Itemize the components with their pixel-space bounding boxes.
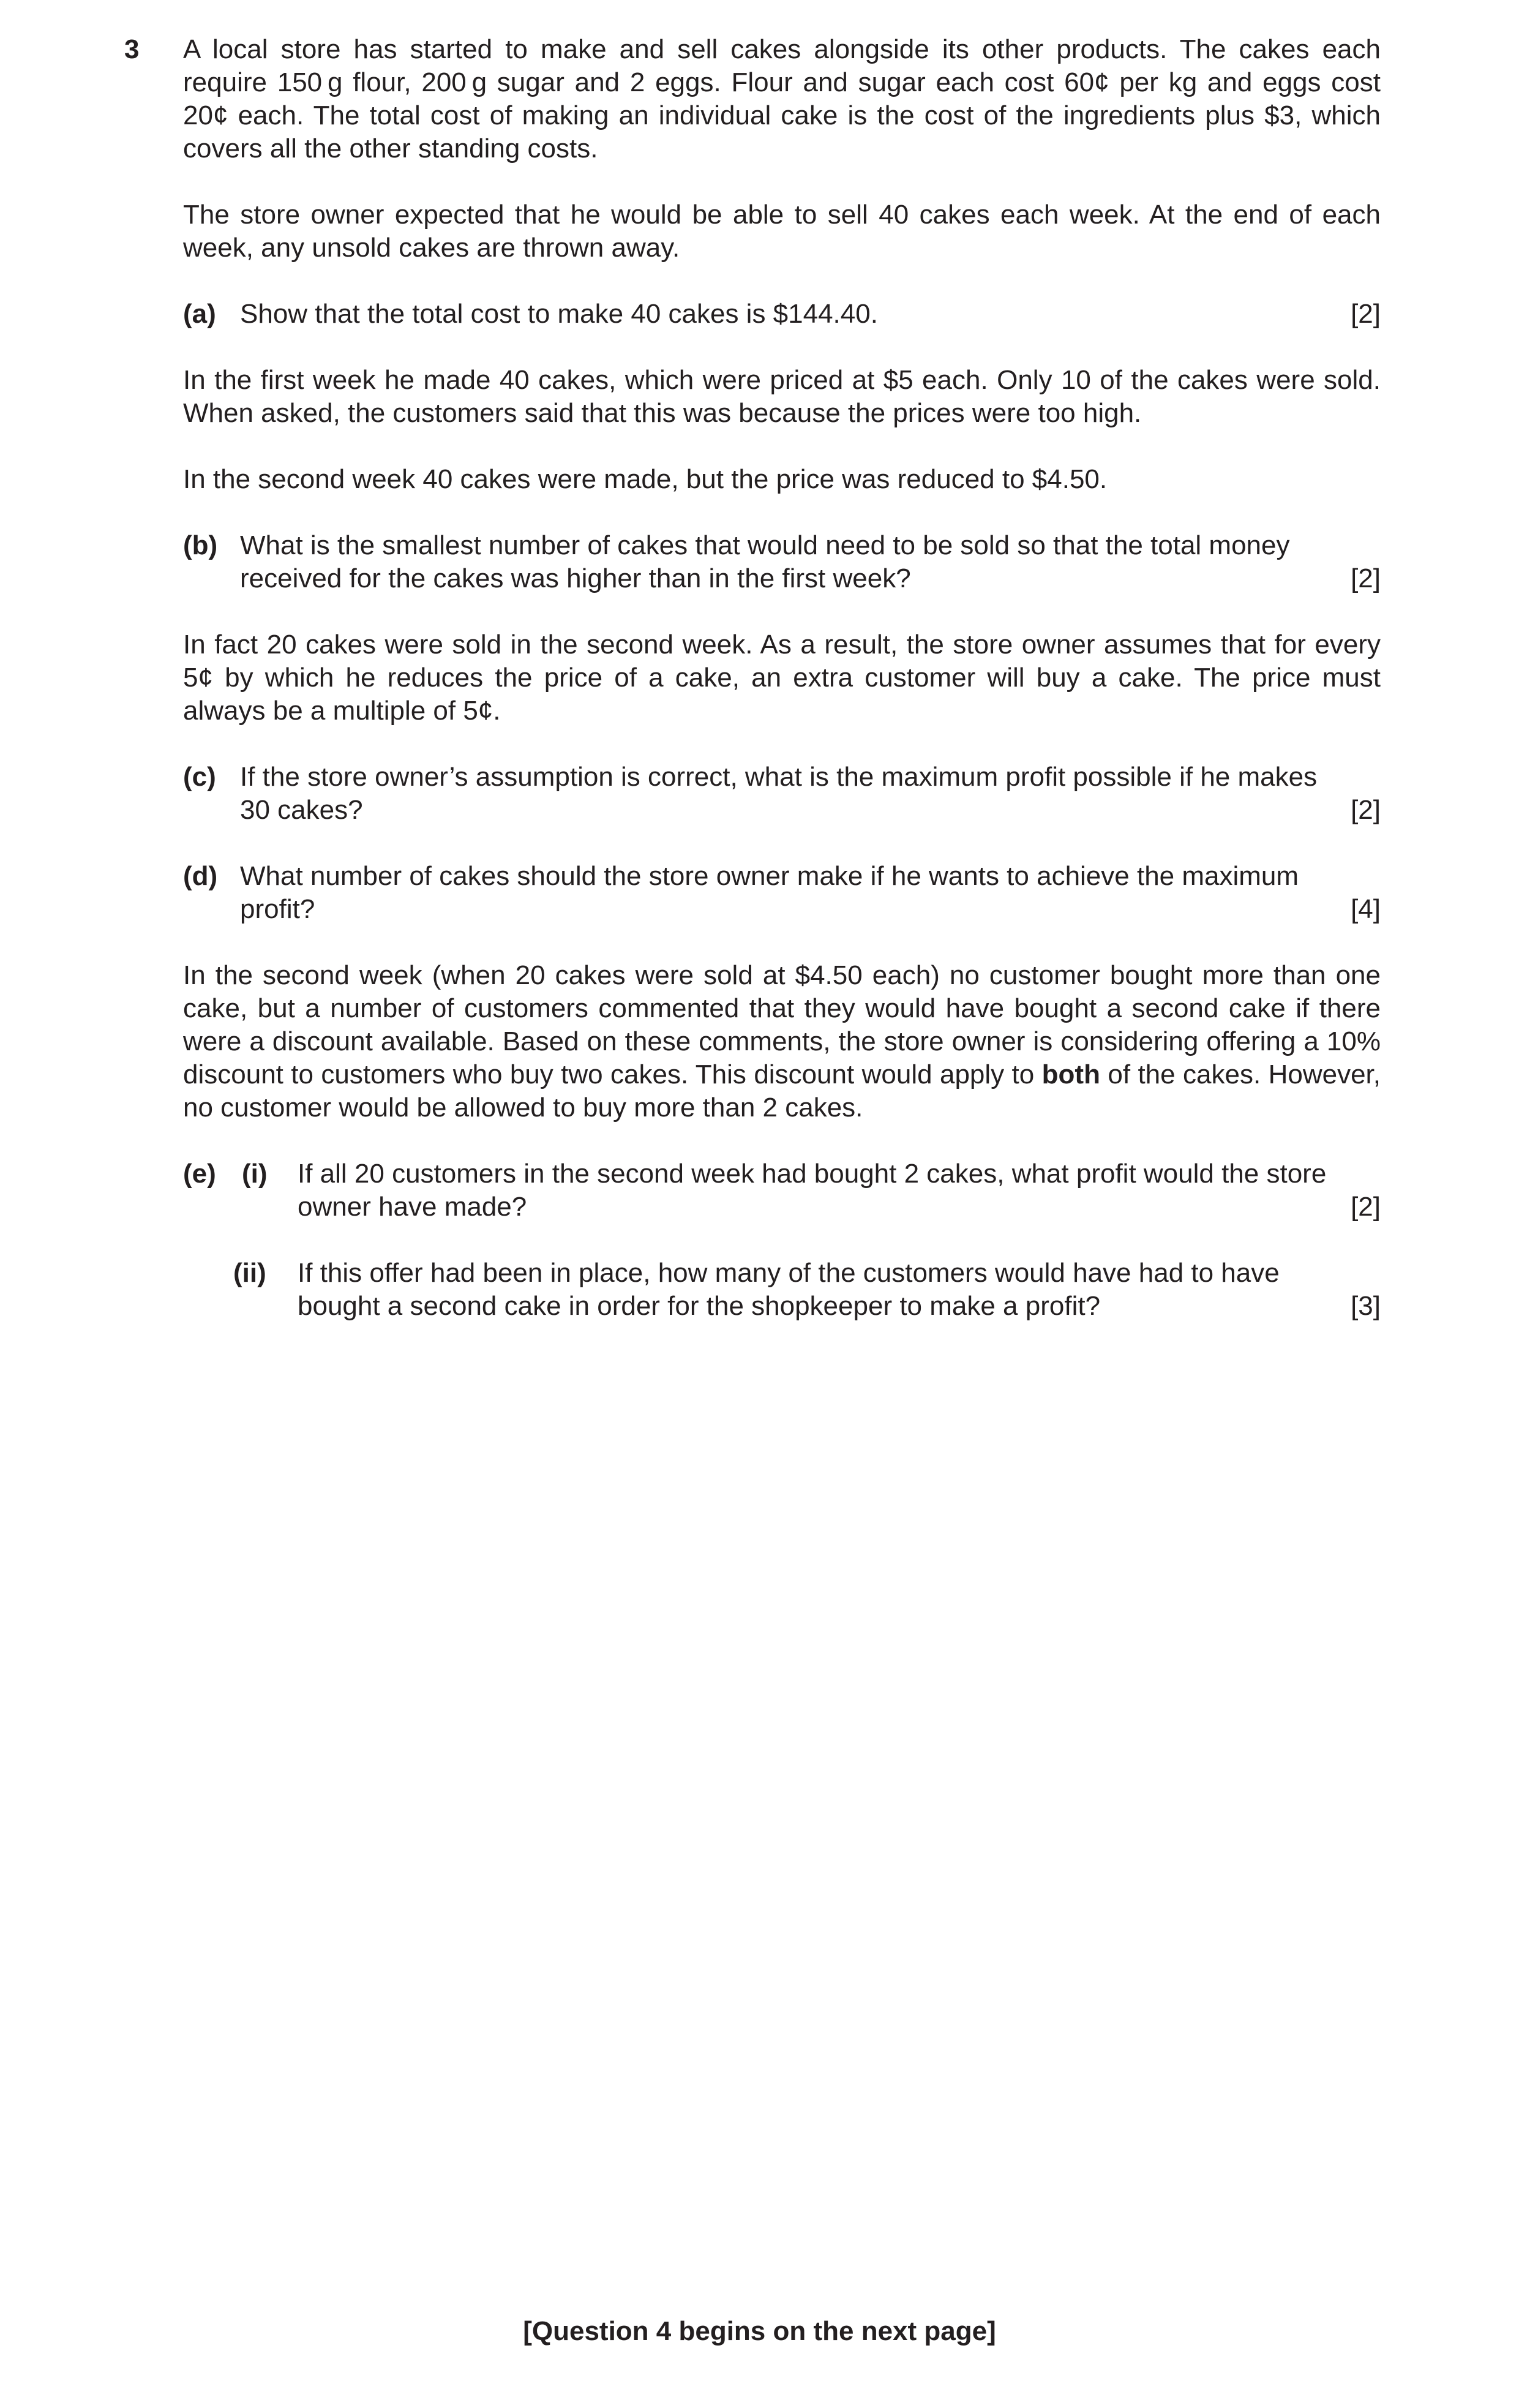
part-e-ii-line2: bought a second cake in order for the shopkeeper to make a profit? bbox=[298, 1291, 1101, 1321]
part-a-text: Show that the total cost to make 40 cakes is $144.40. bbox=[240, 299, 878, 329]
part-e-i-marks: [2] bbox=[1351, 1192, 1381, 1222]
part-e-ii-marks: [3] bbox=[1351, 1291, 1381, 1321]
question-body bbox=[183, 33, 1381, 1323]
part-e-i bbox=[183, 1157, 1381, 1224]
part-b-line2: received for the cakes was higher than in the first week? bbox=[240, 563, 911, 593]
next-page-note: [Question 4 begins on the next page] bbox=[523, 2316, 996, 2346]
part-a-label: (a) bbox=[183, 299, 216, 329]
week1-paragraph: In the first week he made 40 cakes, which were priced at $5 each. Only 10 of the cakes were sold. When asked, the customers said that this was because the prices were too high. bbox=[183, 365, 1381, 428]
part-c bbox=[183, 761, 1381, 827]
part-e-i-line1: If all 20 customers in the second week had bought 2 cakes, what profit would the store bbox=[298, 1159, 1327, 1189]
part-e-i-line2: owner have made? bbox=[298, 1192, 527, 1222]
part-c-line1: If the store owner’s assumption is correct, what is the maximum profit possible if he makes bbox=[240, 762, 1318, 792]
part-a bbox=[183, 298, 1381, 331]
part-d-label: (d) bbox=[183, 861, 218, 891]
assumption-paragraph: In fact 20 cakes were sold in the second week. As a result, the store owner assumes that for every 5¢ by which he reduces the price of a cake, an extra customer will buy a cake. The price must always be a multiple of 5¢. bbox=[183, 630, 1381, 726]
intro-paragraph-2: The store owner expected that he would be able to sell 40 cakes each week. At the end of each week, any unsold cakes are thrown away. bbox=[183, 200, 1381, 263]
part-b-marks: [2] bbox=[1351, 563, 1381, 593]
part-d bbox=[183, 860, 1381, 926]
part-e-ii-line1: If this offer had been in place, how many of the customers would have had to have bbox=[298, 1258, 1280, 1288]
part-c-line2: 30 cakes? bbox=[240, 795, 363, 825]
part-c-label: (c) bbox=[183, 762, 216, 792]
discount-text-before: In the second week (when 20 cakes were sold at $4.50 each) no customer bought more than one cake, but a number of customers commented that they would have bought a second cake if there were a discount available. Based on these comments, the store owner is considering offering a 10% discount to customers who buy two cakes. This discount would apply to bbox=[183, 960, 1381, 1089]
part-e-ii-label: (ii) bbox=[233, 1258, 266, 1288]
week2-paragraph: In the second week 40 cakes were made, but the price was reduced to $4.50. bbox=[183, 464, 1108, 494]
discount-text-after: of the cakes. However, no customer would be allowed to buy more than 2 cakes. bbox=[183, 1059, 1381, 1123]
intro-paragraph-1: A local store has started to make and sell cakes alongside its other products. The cakes each require 150 g flour, 200 g sugar and 2 eggs. Flour and sugar each cost 60¢ per kg and eggs cost 20¢ each. The total cost of making an individual cake is the cost of the ingredients plus $3, which covers all the other standing costs. bbox=[183, 34, 1381, 164]
discount-text-bold: both bbox=[1041, 1059, 1100, 1089]
question-number: 3 bbox=[124, 34, 140, 64]
part-e-ii bbox=[183, 1257, 1381, 1323]
part-e-label: (e) bbox=[183, 1159, 216, 1189]
part-e-i-label: (i) bbox=[242, 1159, 268, 1189]
part-d-line1: What number of cakes should the store owner make if he wants to achieve the maximum bbox=[240, 861, 1299, 891]
discount-paragraph bbox=[183, 959, 1381, 1124]
part-d-line2: profit? bbox=[240, 894, 315, 924]
part-c-marks: [2] bbox=[1351, 795, 1381, 825]
part-d-marks: [4] bbox=[1351, 894, 1381, 924]
part-b bbox=[183, 529, 1381, 595]
part-a-marks: [2] bbox=[1351, 299, 1381, 329]
part-b-label: (b) bbox=[183, 530, 218, 560]
part-b-line1: What is the smallest number of cakes that would need to be sold so that the total money bbox=[240, 530, 1290, 560]
